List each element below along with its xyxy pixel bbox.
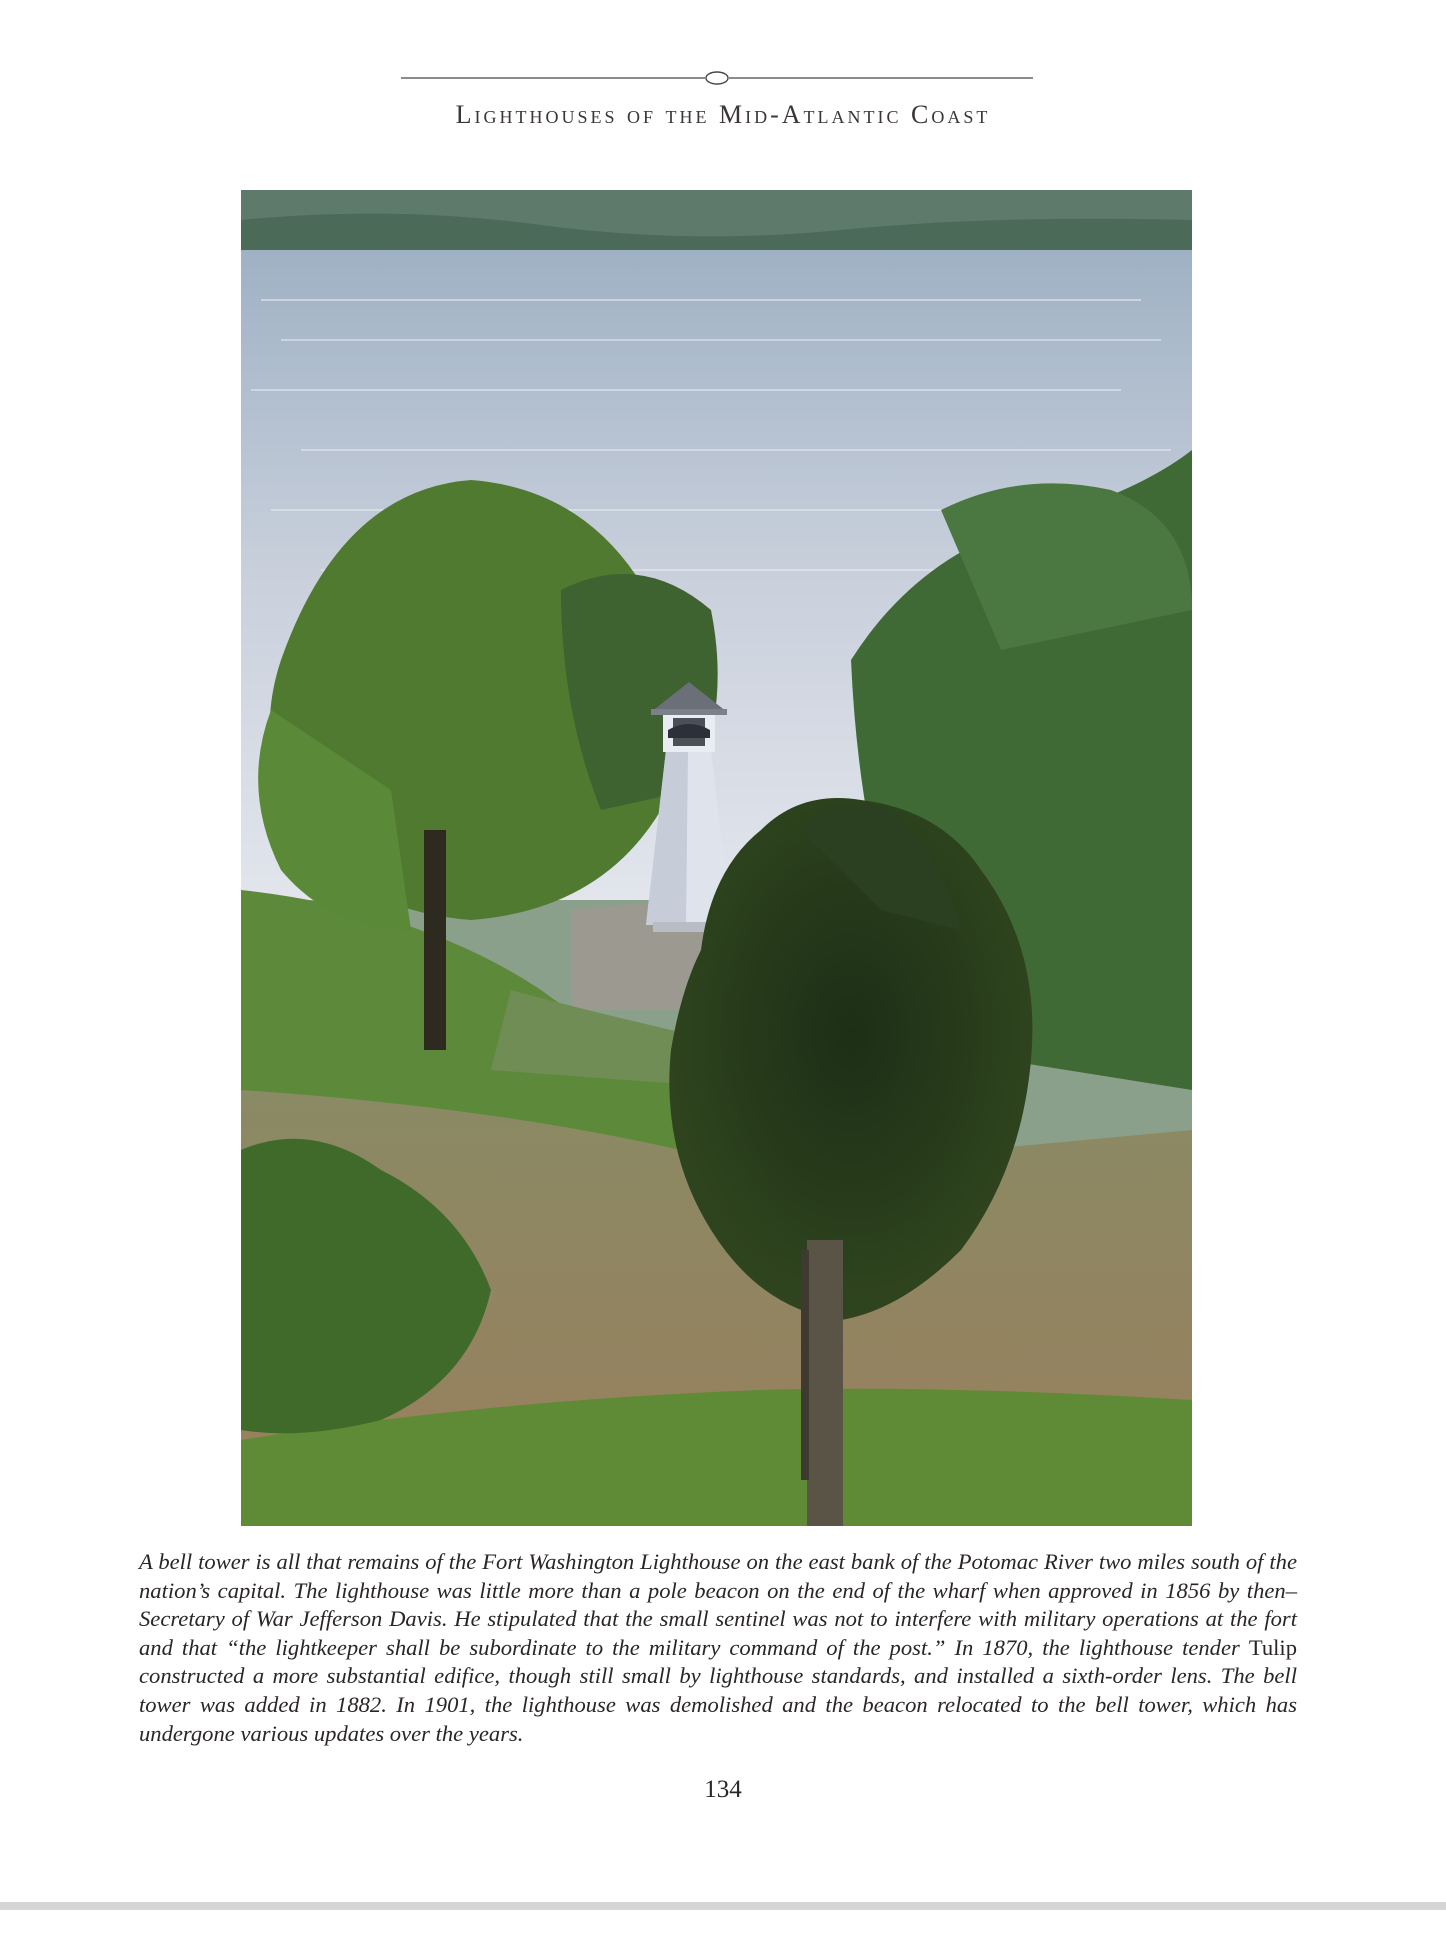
page-number: 134 <box>704 1776 742 1803</box>
bell-tower-photo <box>241 190 1192 1526</box>
header-ornament-rule <box>401 62 1033 92</box>
caption-text-part1: A bell tower is all that remains of the Fort Washington Lighthouse on the east bank of the Potomac River two miles south of the nation’s capital. The lighthouse was little more than a pole beacon on the end of the wharf when approved in 1856 by then–Secretary of War Jefferson Davis. He stipulated that the small sentinel was not to interfere with military operations at the fort and that “the lightkeeper shall be subordinate to the military command of the post.” In 1870, the lighthouse tender <box>139 1549 1297 1660</box>
bottom-scroll-divider <box>0 1902 1446 1910</box>
caption-text-part2: constructed a more substantial edifice, though still small by lighthouse standards, and installed a sixth-order lens. The bell tower was added in 1882. In 1901, the lighthouse was demolished and the beacon relocated to the bell tower, which has undergone various updates over the years. <box>139 1663 1297 1746</box>
running-head: Lighthouses of the Mid-Atlantic Coast <box>455 100 991 129</box>
photo-caption <box>139 1548 1297 1748</box>
caption-vessel-name: Tulip <box>1248 1634 1297 1660</box>
